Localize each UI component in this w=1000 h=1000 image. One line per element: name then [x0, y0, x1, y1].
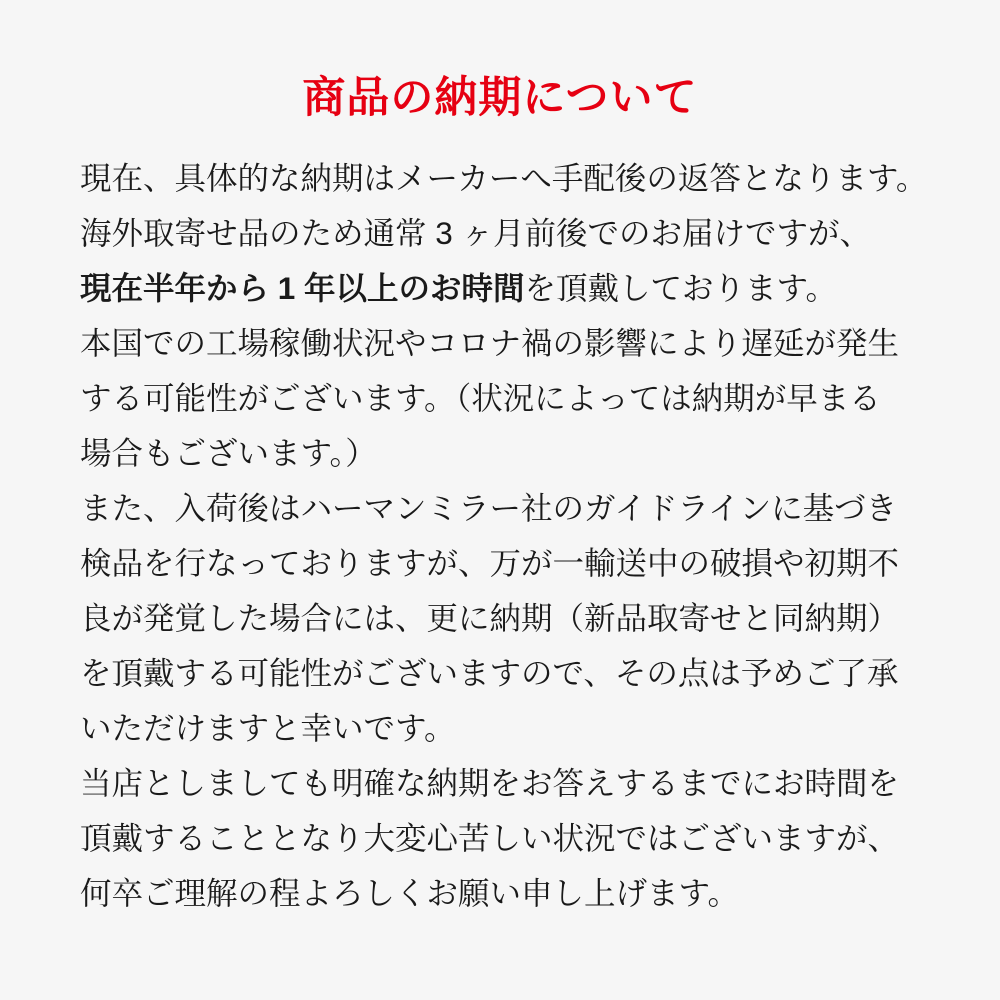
paragraph-line — [80, 371, 960, 426]
text-segment: 良が発覚した場合には、更に納期（新品取寄せと同納期） — [80, 600, 900, 637]
paragraph-line — [80, 316, 960, 371]
text-segment: 当店としましても明確な納期をお答えするまでにお時間を — [80, 765, 900, 802]
text-segment: を頂戴する可能性がございますので、その点は予めご了承 — [80, 655, 899, 692]
text-segment: 何卒ご理解の程よろしくお願い申し上げます。 — [80, 875, 739, 912]
paragraph-line — [80, 261, 960, 316]
paragraph-line — [80, 591, 960, 646]
paragraph-line — [80, 481, 960, 536]
paragraph-line — [80, 866, 960, 921]
text-segment: 頂戴することとなり大変心苦しい状況ではございますが、 — [80, 820, 900, 857]
paragraph-line — [80, 811, 960, 866]
paragraph-line — [80, 756, 960, 811]
paragraph-line — [80, 536, 960, 591]
paragraph-line — [80, 206, 960, 261]
text-segment: 本国での工場稼働状況やコロナ禍の影響により遅延が発生 — [80, 325, 900, 362]
text-segment: を頂戴しております。 — [524, 270, 838, 307]
text-segment: いただけますと幸いです。 — [80, 710, 456, 747]
emphasized-text: 現在半年から 1 年以上のお時間 — [80, 270, 525, 307]
paragraph-line — [80, 701, 960, 756]
notice-paragraph — [80, 151, 960, 921]
page-title: 商品の納期について — [302, 74, 698, 122]
text-segment: 場合もございます。） — [80, 435, 377, 472]
text-segment: 検品を行なっておりますが、万が一輸送中の破損や初期不 — [80, 545, 900, 582]
text-segment: また、入荷後はハーマンミラー社のガイドラインに基づき — [80, 490, 898, 527]
text-segment: 海外取寄せ品のため通常 3 ヶ月前後でのお届けですが、 — [80, 215, 872, 252]
paragraph-line — [80, 426, 960, 481]
text-segment: する可能性がございます。（状況によっては納期が早まる — [80, 380, 881, 417]
text-segment: 現在、具体的な納期はメーカーへ手配後の返答となります。 — [80, 160, 928, 197]
paragraph-line — [80, 151, 960, 206]
paragraph-line — [80, 646, 960, 701]
